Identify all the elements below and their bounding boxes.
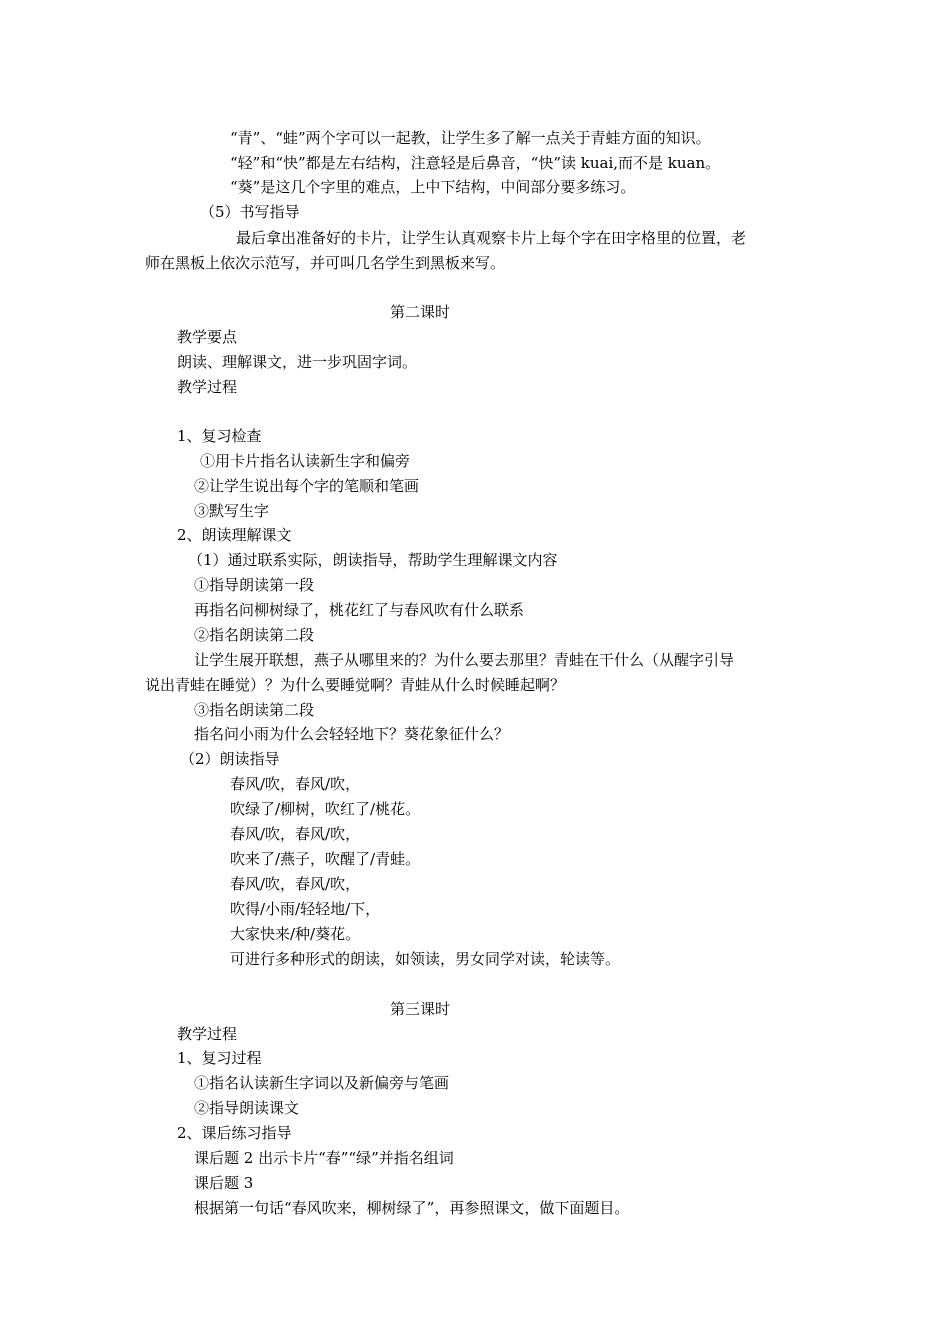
text-line: “葵”是这几个字里的难点，上中下结构，中间部分要多练习。 [230, 178, 636, 196]
text-line: 根据第一句话“春风吹来，柳树绿了”，再参照课文，做下面题目。 [194, 1199, 630, 1217]
text-line: 课后题 2 出示卡片“春”“绿”并指名组词 [194, 1149, 454, 1167]
poem-line: 大家快来/种/葵花。 [230, 925, 361, 943]
subheading: 教学要点 [177, 328, 238, 346]
step-heading: 2、课后练习指导 [177, 1124, 292, 1142]
poem-line: 吹得/小雨/轻轻地/下， [230, 900, 381, 918]
paragraph-line: 说出青蛙在睡觉）？为什么要睡觉啊？青蛙从什么时候睡起啊？ [145, 676, 566, 694]
list-item: ③指名朗读第二段 [194, 701, 315, 719]
text-line: 再指名问柳树绿了，桃花红了与春风吹有什么联系 [194, 601, 525, 619]
step-heading: 2、朗读理解课文 [177, 526, 292, 544]
text-line: 朗读、理解课文，进一步巩固字词。 [177, 353, 418, 371]
paragraph-line: 师在黑板上依次示范写，并可叫几名学生到黑板来写。 [145, 254, 506, 272]
text-line: 课后题 3 [194, 1174, 254, 1192]
list-item: ①指导朗读第一段 [194, 576, 315, 594]
list-item: ②让学生说出每个字的笔顺和笔画 [194, 477, 420, 495]
list-item: ①用卡片指名认读新生字和偏旁 [200, 452, 411, 470]
poem-line: 吹来了/燕子，吹醒了/青蛙。 [230, 850, 421, 868]
section-title: 第二课时 [389, 303, 450, 321]
poem-line: 春风/吹，春风/吹， [230, 775, 361, 793]
text-line: 指名问小雨为什么会轻轻地下？葵花象征什么？ [194, 725, 510, 743]
poem-line: 吹绿了/柳树，吹红了/桃花。 [230, 800, 421, 818]
subheading: 教学过程 [177, 378, 238, 396]
list-item: ③默写生字 [194, 502, 270, 520]
paragraph-line: 让学生展开联想，燕子从哪里来的？为什么要去那里？青蛙在干什么（从醒字引导 [194, 651, 735, 669]
step-heading: 1、复习过程 [177, 1049, 262, 1067]
list-item: ②指名朗读第二段 [194, 626, 315, 644]
poem-line: 春风/吹，春风/吹， [230, 825, 361, 843]
section-title: 第三课时 [389, 1000, 450, 1018]
text-line: “轻”和“快”都是左右结构，注意轻是后鼻音，“快”读 kuai,而不是 kuan。 [230, 154, 721, 172]
paragraph-line: 最后拿出准备好的卡片，让学生认真观察卡片上每个字在田字格里的位置，老 [236, 229, 747, 247]
text-line: 可进行多种形式的朗读，如领读，男女同学对读，轮读等。 [230, 950, 621, 968]
poem-line: 春风/吹，春风/吹， [230, 875, 361, 893]
list-item: ②指导朗读课文 [194, 1099, 300, 1117]
step-heading: 1、复习检查 [177, 427, 262, 445]
sub-step: （1）通过联系实际，朗读指导，帮助学生理解课文内容 [188, 551, 558, 569]
text-line: “青”、“蛙”两个字可以一起教，让学生多了解一点关于青蛙方面的知识。 [230, 129, 711, 147]
sub-step: （2）朗读指导 [180, 750, 280, 768]
subheading: 教学过程 [177, 1025, 238, 1043]
list-item: ①指名认读新生字词以及新偏旁与笔画 [194, 1074, 450, 1092]
step-heading: （5）书写指导 [200, 203, 300, 221]
